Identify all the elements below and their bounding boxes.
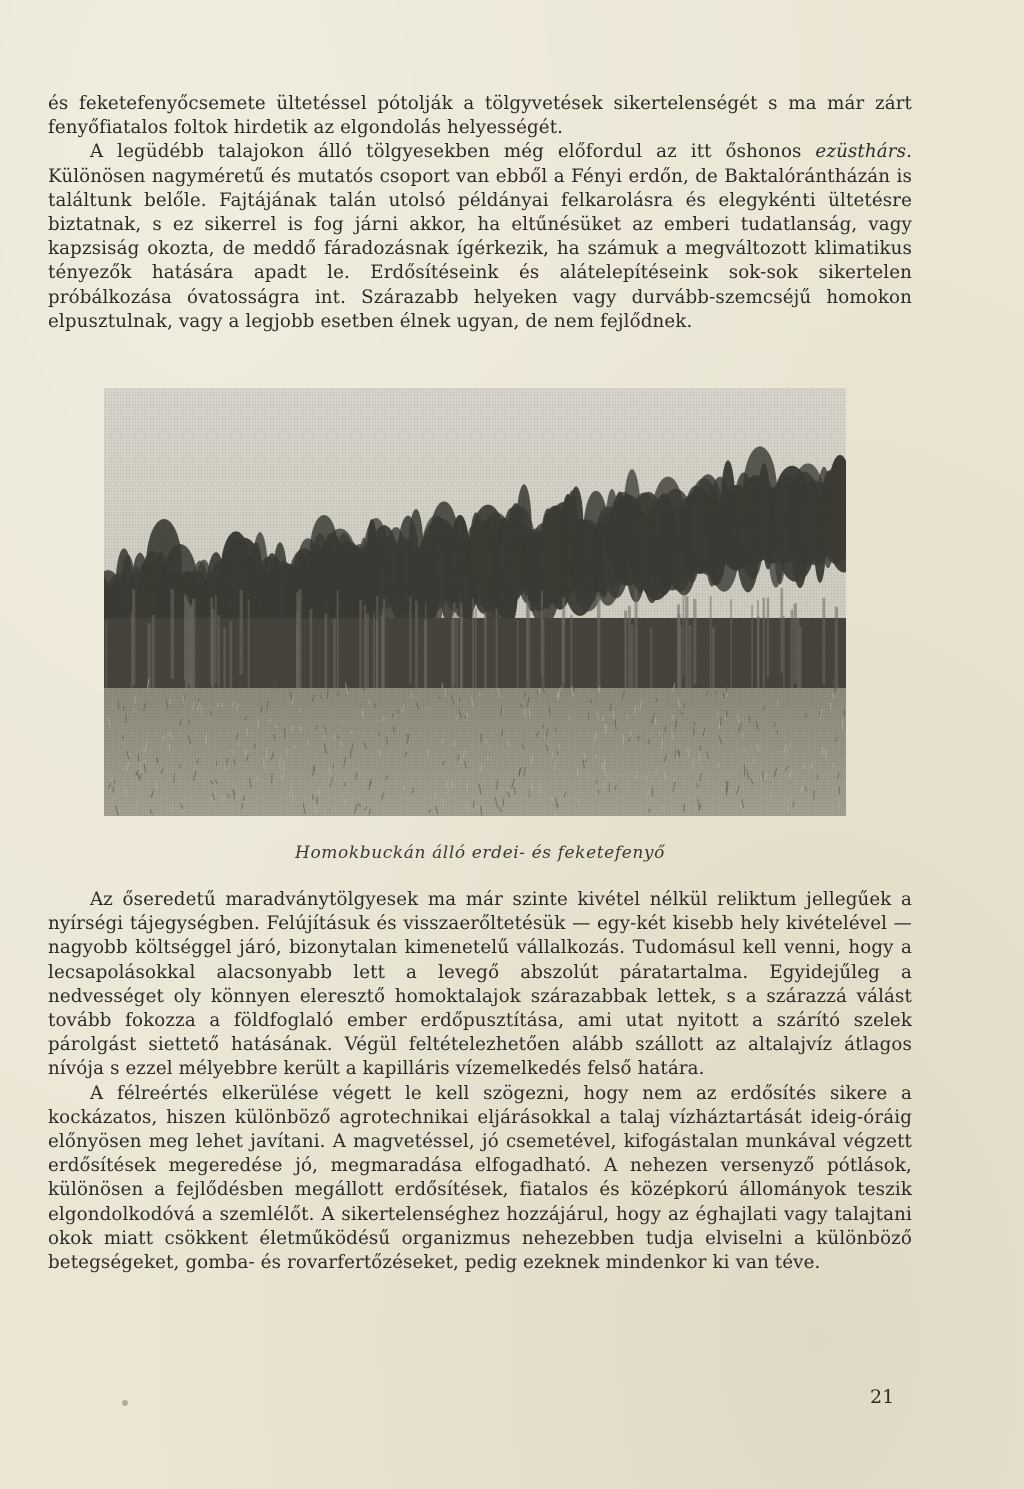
photo-caption: Homokbuckán álló erdei- és feketefenyő — [295, 843, 665, 863]
bottom-text-block — [48, 888, 912, 1275]
paragraph-2-rest: . Különösen nagyméretű és mutatós csoport van ebből a Fényi erdőn, de Baktalórántházán is találtunk belőle. Fajtájának talán utolsó példányai felkarolásra és elegykénti ültetésre biztatnak, s ez sikerrel is fog járni akkor, ha eltűnésüket az emberi tudatlanság, vagy kapzsiság okozta, de meddő fáradozásnak ígérkezik, ha számuk a megváltozott klimatikus tényezők hatására apadt le. Erdősítéseink és alátelepítéseink sok-sok sikertelen próbálkozása óvatosságra int. Szárazabb helyeken vagy durvább-szemcséjű homokon elpusztulnak, vagy a legjobb esetben élnek ugyan, de nem fejlődnek. — [48, 141, 912, 332]
paragraph-1: és feketefenyőcsemete ültetéssel pótolják a tölgyvetések sikertelenségét s ma már zárt fenyőfiatalos foltok hirdetik az elgondolás helyességét. — [48, 93, 912, 139]
forest-photo — [104, 388, 846, 816]
species-name: ezüsthárs — [815, 141, 907, 163]
paragraph-2 — [48, 140, 912, 334]
print-speck — [122, 1400, 128, 1406]
paragraph-3: Az őseredetű maradványtölgyesek ma már szinte kivétel nélkül reliktum jellegűek a nyírségi tájegységben. Felújításuk és visszaerőltetésük — egy-két kisebb hely kivételével — nagyobb költséggel járó, bizonytalan kimenetelű vállalkozás. Tudomásul kell venni, hogy a lecsapolásokkal alacsonyabb lett a levegő abszolút páratartalma. Egyidejűleg a nedvességet oly könnyen eleresztő homoktalajok szárazabbak lettek, s a szárazzá válást tovább fokozza a földfoglaló ember erdőpusztítása, ami utat nyitott a szárító szelek párolgást siettető hatásának. Végül feltételezhetően alább szállott az altalajvíz átlagos nívója s ezzel mélyebbre került a kapilláris vízemelkedés felső határa. — [48, 889, 912, 1080]
page-number: 21 — [870, 1386, 895, 1408]
paragraph-4: A félreértés elkerülése végett le kell szögezni, hogy nem az erdősítés sikere a kockázatos, hiszen különböző agrotechnikai eljárásokkal a talaj vízháztartását ideig-óráig előnyösen meg lehet javítani. A magvetéssel, jó csemetével, kifogástalan munkával végzett erdősítések megeredése jó, megmaradása elfogadható. A nehezen versenyző pótlások, különösen a fejlődésben megállott erdősítések, fiatalos és középkorú állományok teszik elgondolkodóvá a szemlélőt. A sikertelenséghez hozzájárul, hogy az éghajlati vagy talajtani okok miatt csökkent életműködésű organizmus nehezebben tudja elviselni a különböző betegségeket, gomba- és rovarfertőzéseket, pedig ezeknek mindenkor ki van téve. — [48, 1082, 912, 1274]
paragraph-2-start: A legüdébb talajokon álló tölgyesekben még előfordul az itt őshonos — [90, 141, 816, 163]
forest-photo-image — [104, 388, 846, 816]
top-text-block — [48, 92, 912, 334]
